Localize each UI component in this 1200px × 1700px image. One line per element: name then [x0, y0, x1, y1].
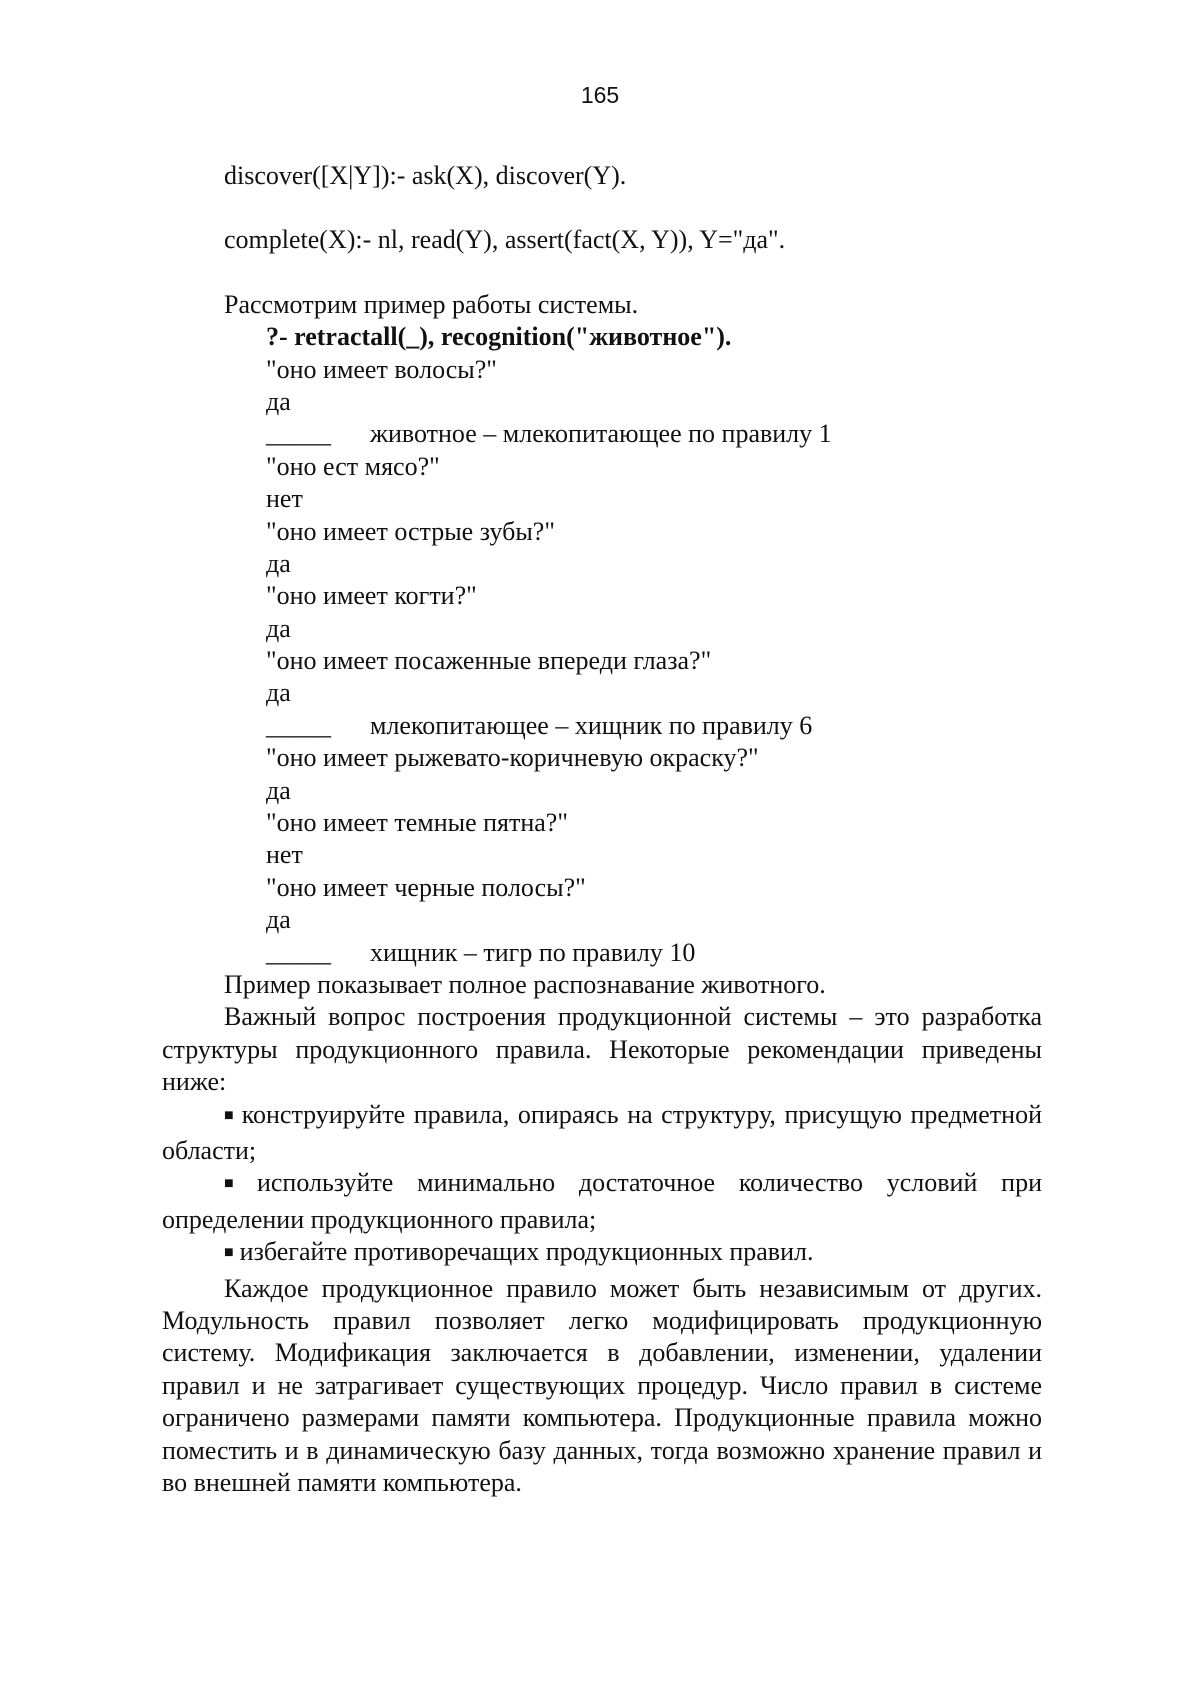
dialog-line: "оно имеет острые зубы?"	[266, 516, 555, 546]
query-line: ?- retractall(_), recognition("животное").	[266, 322, 732, 352]
dialog-line: да	[266, 613, 291, 643]
code-line: complete(X):- nl, read(Y), assert(fact(X, Y)), Y="да".	[224, 225, 786, 255]
paragraph: Каждое продукционное правило может быть независимым от других. Модульность правил позволяет легко модифицировать продукционную систему. Модификация заключается в добавлении, изменении, удалении правил и не затрагивает существующих процедур. Число правил в системе ограничено размерами памяти компьютера. Продукционные правила можно поместить и в динамическую базу данных, тогда возможно хранение правил и во внешней памяти компьютера.	[162, 1273, 1042, 1498]
dialog-line: "оно имеет темные пятна?"	[266, 808, 568, 838]
rule-conclusion	[162, 418, 1042, 450]
square-bullet-icon: ■	[224, 1106, 236, 1124]
rule-marker: _____	[266, 710, 331, 740]
spacer	[162, 257, 1042, 289]
page-body	[162, 160, 1042, 1499]
bullet-text: избегайте противоречащих продукционных правил.	[239, 1237, 814, 1267]
dialog-line: "оно имеет рыжевато-коричневую окраску?"	[266, 743, 759, 773]
dialog-line: "оно имеет волосы?"	[266, 354, 497, 384]
paragraph: Важный вопрос построения продукционной системы – это разработка структуры продукционного правила. Некоторые рекомендации приведены ниже:	[162, 1002, 1042, 1097]
rule-conclusion	[162, 937, 1042, 969]
dialog-line: нет	[266, 484, 303, 514]
bullet-text: конструируйте правила, опираясь на структуру, присущую предметной области;	[162, 1099, 1042, 1165]
rule-marker: _____	[266, 419, 331, 449]
rule-text: хищник – тигр по правилу 10	[370, 937, 696, 967]
code-line: discover([X|Y]):- ask(X), discover(Y).	[224, 161, 627, 190]
bullet-item	[162, 1167, 1042, 1236]
rule-text: млекопитающее – хищник по правилу 6	[370, 710, 813, 740]
page-number: 165	[580, 82, 620, 108]
dialog-line: да	[266, 775, 291, 805]
dialog-line: да	[266, 905, 291, 935]
dialog-line: "оно имеет черные полосы?"	[266, 872, 586, 902]
bullet-text: используйте минимально достаточное количество условий при определении продукционного правила;	[162, 1168, 1042, 1234]
dialog-line: да	[266, 386, 291, 416]
spacer	[162, 192, 1042, 224]
dialog-line: да	[266, 548, 291, 578]
square-bullet-icon: ■	[224, 1175, 251, 1193]
dialog-transcript	[162, 354, 1042, 969]
dialog-line: "оно имеет посаженные впереди глаза?"	[266, 646, 712, 676]
bullet-item	[162, 1099, 1042, 1168]
dialog-line: да	[266, 678, 291, 708]
example-intro: Рассмотрим пример работы системы.	[224, 289, 639, 319]
bullet-item	[162, 1236, 1042, 1272]
dialog-line: "оно имеет когти?"	[266, 581, 477, 611]
rule-text: животное – млекопитающее по правилу 1	[370, 419, 832, 449]
dialog-line: нет	[266, 840, 303, 870]
rule-marker: _____	[266, 937, 331, 967]
dialog-line: "оно ест мясо?"	[266, 451, 440, 481]
square-bullet-icon: ■	[224, 1244, 234, 1262]
rule-conclusion	[162, 710, 1042, 742]
summary-line: Пример показывает полное распознавание животного.	[224, 969, 826, 999]
